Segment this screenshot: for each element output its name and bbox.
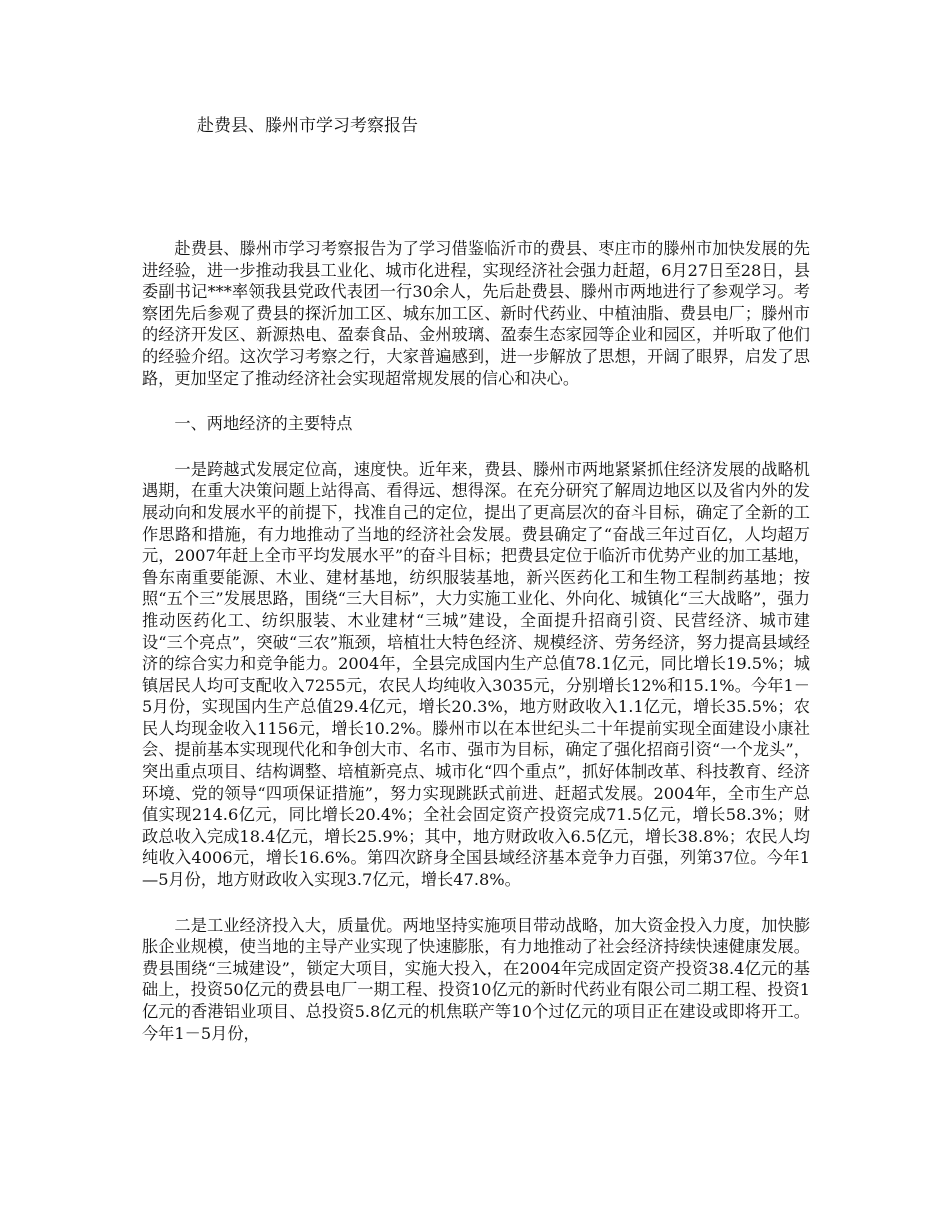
paragraph-second-point: 二是工业经济投入大，质量优。两地坚持实施项目带动战略，加大资金投入力度，加快膨胀企业规模，使当地的主导产业实现了快速膨胀，有力地推动了社会经济持续快速健康发展。费县围绕“三城建设”，锁定大项目，实施大投入，在2004年完成固定资产投资38.4亿元的基础上，投资50亿元的费县电厂一期工程、投资10亿元的新时代药业有限公司二期工程、投资1亿元的香港铝业项目、总投资5.8亿元的机焦联产等10个过亿元的项目正在建设或即将开工。今年1－5月份，: [142, 915, 810, 1043]
intro-paragraph: 赴费县、滕州市学习考察报告为了学习借鉴临沂市的费县、枣庄市的滕州市加快发展的先进经验，进一步推动我县工业化、城市化进程，实现经济社会强力赶超，6月27日至28日，县委副书记***率领我县党政代表团一行30余人，先后赴费县、滕州市两地进行了参观学习。考察团先后参观了费县的探沂加工区、城东加工区、新时代药业、中植油脂、费县电厂；滕州市的经济开发区、新源热电、盈泰食品、金州玻璃、盈泰生态家园等企业和园区，并听取了他们的经验介绍。这次学习考察之行，大家普遍感到，进一步解放了思想，开阔了眼界，启发了思路，更加坚定了推动经济社会实现超常规发展的信心和决心。: [142, 239, 810, 388]
document-body: [142, 238, 810, 1068]
paragraph-first-point: 一是跨越式发展定位高，速度快。近年来，费县、滕州市两地紧紧抓住经济发展的战略机遇期，在重大决策问题上站得高、看得远、想得深。在充分研究了解周边地区以及省内外的发展动向和发展水平的前提下，找准自己的定位，提出了更高层次的奋斗目标，确定了全新的工作思路和措施，有力地推动了当地的经济社会发展。费县确定了“奋战三年过百亿，人均超万元，2007年赶上全市平均发展水平”的奋斗目标；把费县定位于临沂市优势产业的加工基地，鲁东南重要能源、木业、建材基地，纺织服装基地，新兴医药化工和生物工程制药基地；按照“五个三”发展思路，围绕“三大目标”，大力实施工业化、外向化、城镇化“三大战略”，强力推动医药化工、纺织服装、木业建材“三城”建设，全面提升招商引资、民营经济、城市建设“三个亮点”，突破“三农”瓶颈，培植壮大特色经济、规模经济、劳务经济，努力提高县域经济的综合实力和竞争能力。2004年，全县完成国内生产总值78.1亿元，同比增长19.5%；城镇居民人均可支配收入7255元，农民人均纯收入3035元，分别增长12%和15.1%。今年1－5月份，实现国内生产总值29.4亿元，增长20.3%，地方财政收入1.1亿元，增长35.5%；农民人均现金收入1156元，增长10.2%。滕州市以在本世纪头二十年提前实现全面建设小康社会、提前基本实现现代化和争创大市、名市、强市为目标，确定了强化招商引资“一个龙头”，突出重点项目、结构调整、培植新亮点、城市化“四个重点”，抓好体制改革、科技教育、经济环境、党的领导“四项保证措施”，努力实现跳跃式前进、赶超式发展。2004年，全市生产总值实现214.6亿元，同比增长20.4%；全社会固定资产投资完成71.5亿元，增长58.3%；财政总收入完成18.4亿元，增长25.9%；其中，地方财政收入6.5亿元，增长38.8%；农民人均纯收入4006元，增长16.6%。第四次跻身全国县域经济基本竞争力百强，列第37位。今年1—5月份，地方财政收入实现3.7亿元，增长47.8%。: [142, 459, 810, 890]
document-title: 赴费县、滕州市学习考察报告: [197, 116, 418, 136]
section-heading: 一、两地经济的主要特点: [174, 414, 353, 434]
